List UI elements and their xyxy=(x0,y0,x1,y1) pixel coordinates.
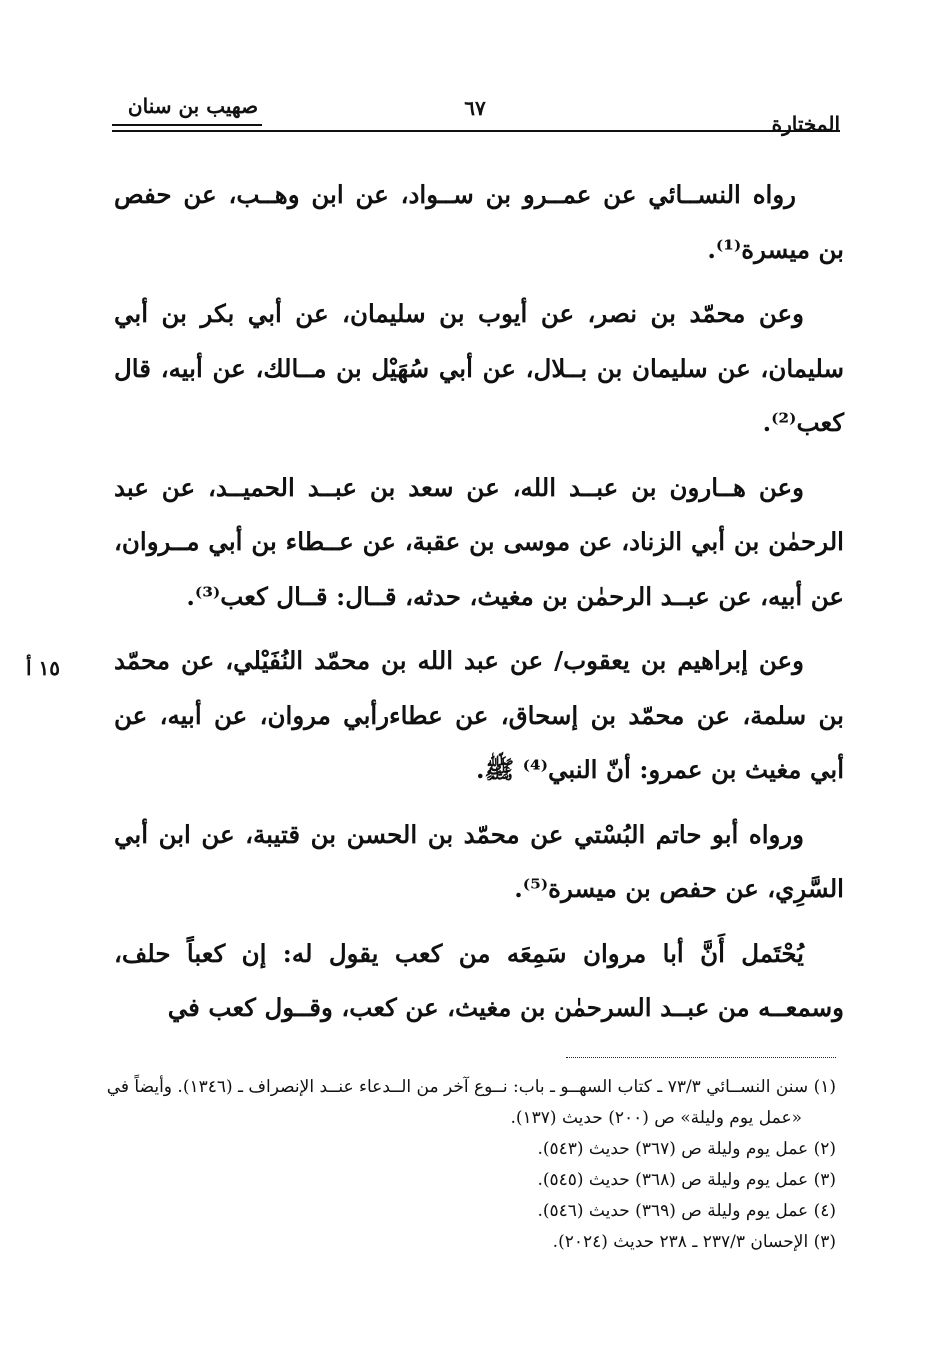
footnote: (٤) عمل يوم وليلة ص (٣٦٩) حديث (٥٤٦). xyxy=(537,1201,836,1221)
paragraph: رواه النســائي عن عمــرو بن ســواد، عن ابن وهــب، عن حفص بن ميسرة⁽¹⁾. xyxy=(114,180,844,264)
main-text xyxy=(114,168,844,1046)
page-number: ٦٧ xyxy=(464,96,486,120)
header-rule xyxy=(112,130,840,132)
header-rule-underline xyxy=(112,124,262,126)
footnote: (١) سنن النســائي ٧٣/٣ ـ كتاب السهــو ـ باب: نــوع آخر من الــدعاء عنــد الإنصراف ـ (١٣٤٦). وأيضاً في «عمل يوم وليلة» ص (٢٠٠) حديث (١٣٧). xyxy=(106,1077,836,1128)
footnote-separator xyxy=(566,1057,836,1058)
paragraph: ورواه أبو حاتم البُسْتي عن محمّد بن الحسن بن قتيبة، عن ابن أبي السَّرِي، عن حفص بن ميسرة⁽⁵⁾. xyxy=(114,819,844,903)
running-header-book-title: المختارة xyxy=(771,112,840,136)
paragraph: وعن محمّد بن نصر، عن أيوب بن سليمان، عن أبي بكر بن أبي سليمان، عن سليمان بن بــلال، عن أبي سُهَيْل بن مــالك، عن أبيه، قال كعب⁽²⁾. xyxy=(114,299,844,437)
manuscript-folio-marker: ١٥ أ xyxy=(26,656,61,680)
paragraph: يُحْتَمل أَنَّ أبا مروان سَمِعَه من كعب يقول له: إن كعباً حلف، وسمعــه من عبــد السرحمٰن بن مغيث، عن كعب، وقــول كعب في xyxy=(114,938,844,1022)
footnote: (٣) الإحسان ٢٣٧/٣ ـ ٢٣٨ حديث (٢٠٢٤). xyxy=(552,1232,836,1252)
footnotes xyxy=(96,1072,836,1258)
footnote: (٢) عمل يوم وليلة ص (٣٦٧) حديث (٥٤٣). xyxy=(537,1139,836,1159)
paragraph: وعن هــارون بن عبــد الله، عن سعد بن عبــد الحميــد، عن عبد الرحمٰن بن أبي الزناد، عن موسى بن عقبة، عن عــطاء بن أبي مــروان، عن أبيه، عن عبــد الرحمٰن بن مغيث، حدثه، قــال: قــال كعب⁽³⁾. xyxy=(114,472,844,611)
footnote: (٣) عمل يوم وليلة ص (٣٦٨) حديث (٥٤٥). xyxy=(537,1170,836,1190)
paragraph: وعن إبراهيم بن يعقوب/ عن عبد الله بن محمّد النُفَيْلي، عن محمّد بن سلمة، عن محمّد بن إسحاق، عن عطاءرأبي مروان، عن أبيه، عن أبي مغيث بن عمرو: أنّ النبي⁽⁴⁾ ﷺ. xyxy=(114,646,844,784)
running-header-section-title: صهيب بن سنان xyxy=(127,94,259,118)
